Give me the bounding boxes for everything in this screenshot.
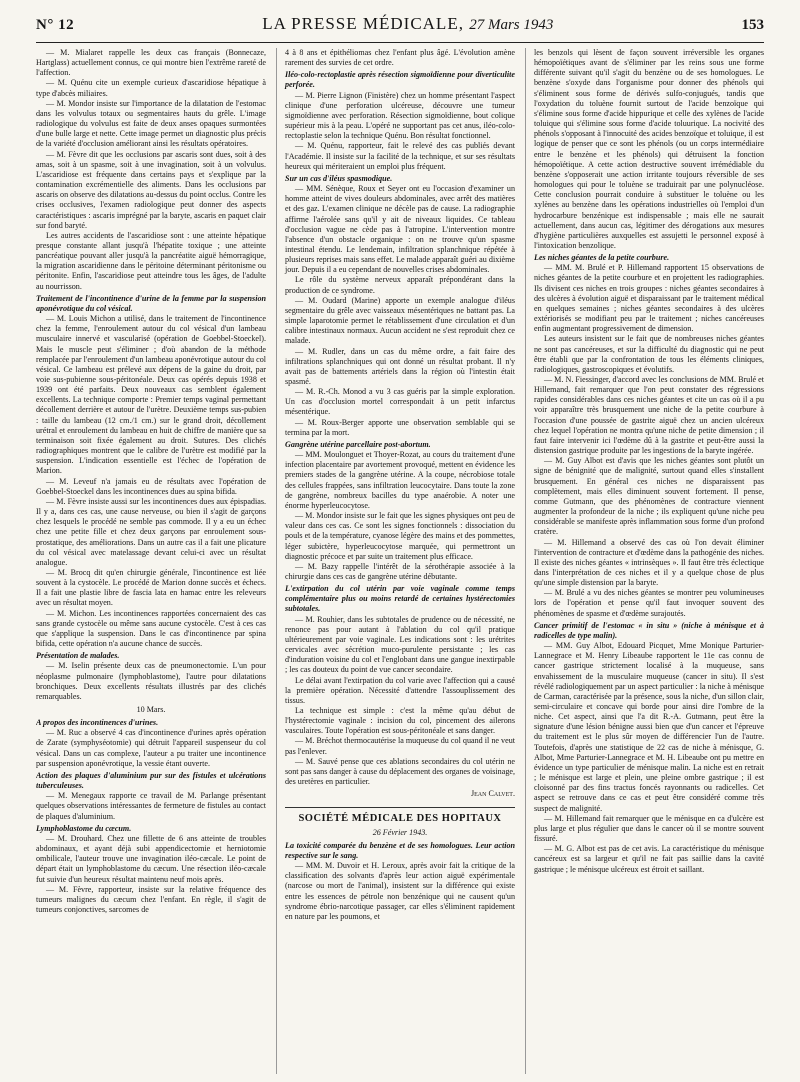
page-number: 153	[741, 17, 764, 33]
paragraph: — MM. M. Brulé et P. Hillemand rapportent 15 observations de niches géantes de la petite courbure et en projettent les radiographies. Ils divisent ces niches en trois groupes : niches géantes secondaires à des ulcères à évolution aiguë et disparaissant par le traitement médical en quelques semaines ; niches géantes secondaires à des ulcères extériorisés se modifiant peu par le traitement ; niches cancéreuses enfin augmentant progressivement de dimension.	[534, 263, 764, 334]
session-date: 26 Février 1943.	[372, 827, 428, 837]
paragraph: — M. Mondor insiste sur l'importance de la dilatation de l'estomac dans les volvulus totaux ou segmentaires hauts du grêle. L'image radiologique du volvulus est faite de deux anses opaques surmontées d'une bulle large et nette. Cette image permet un diagnostic plus précis de la variété d'occlusion améliorant ainsi les résultats opératoires.	[36, 98, 266, 149]
article-heading: Action des plaques d'aluminium pur sur des fistules et ulcérations tuberculeuses.	[36, 770, 266, 791]
paragraph: — M. Brocq dit qu'en chirurgie générale, l'incontinence est liée souvent à la cystocèle. Le procédé de Marion donne succès et échecs. Il a fait une plastie libre de fascia lata en hamac entre les releveurs avec un résultat moyen.	[36, 567, 266, 608]
paragraph: — M. Bréchot thermocautérise la muqueuse du col quand il ne veut pas l'enlever.	[285, 736, 515, 756]
paragraph: — M. Bazy rappelle l'intérêt de la sérothérapie associée à la chirurgie dans ces cas de gangrène utérine débutante.	[285, 561, 515, 581]
session-date: 10 Mars.	[136, 705, 166, 714]
article-heading: Lymphoblastome du cæcum.	[36, 823, 132, 833]
paragraph: — M. Guy Albot est d'avis que les niches géantes sont plutôt un signe de bénignité que de malignité, surtout quand elles s'installent brusquement. En général ces niches ne disparaissent pas complètement, mais elles diminuent souvent fortement. Il pense, comme Gutmann, que des phénomènes de contracture viennent augmenter la profondeur de la niche ; ils expliquent qu'une niche peu considérable se manifeste après inflammation sous forme d'un profond cratère.	[534, 456, 764, 537]
article-columns	[36, 48, 764, 1074]
article-heading: Présentation de malades.	[36, 651, 120, 661]
paragraph: — MM. Guy Albot, Edouard Picquet, Mme Monique Parturier-Lannegrace et M. Henry Libeaube rapportent le 11e cas connu de cancer gastrique strictement localisé à la muqueuse, sans envahissement de la musculaire muqueuse (cancer in situ). Il s'est révélé radiologiquement par un aspect particulier : la niche à ménisque de Carman, caractérisée par la présence, sous la niche, d'un sillon clair, semi-circulaire et concave qui borde pour ainsi dire l'ombre de la niche. Cet aspect, ainsi que l'a dit R.-A. Gutmann, peut être la signature d'une lésion bénigne aussi bien que d'un cancer et l'épreuve du traitement est le plus sûr moyen de différencier l'un de l'autre. Toutefois, d'après une statistique de 22 cas de niche à ménisque, G. Albot, Mme Parturier-Lannegrace et M. H. Libeaube ont pu mettre en évidence un type particulier de ménisque malin. La niche est en retrait ; le ménisque est large et plein, une pleine ombre gastrique ; il est cloisonné par des fins tractus foncés rayonnants ou radicelles. Cet aspect se retrouve dans ce cas et peut être considéré comme très suspect de malignité.	[534, 641, 764, 813]
paragraph: — M. Drouhard. Chez une fillette de 6 ans atteinte de troubles abdominaux, et ayant déjà subi appendicectomie et herniotomie ombilicale, l'auteur trouve une invagination iléo-cæcale. Le point de départ était un lymphoblastome du cæcum. Une résection iléo-cæcale fut suivie d'un heureux résultat maintenu neuf mois après.	[36, 833, 266, 884]
paragraph: — M. Rudler, dans un cas du même ordre, a fait faire des infiltrations splanchniques qui ont donné un résultat probant. Il n'y avait pas de battements artériels dans la région où l'intestin était spasmé.	[285, 346, 515, 386]
paragraph: — M. Mondor insiste sur le fait que les signes physiques ont peu de valeur dans ces cas. Ce sont les signes fonctionnels : dissociation du pouls et de la température, cyanose légère des mains et des pommettes, léger subictère, hyperleucocytose marquée, qui permettront un diagnostic précoce et par suite un traitement plus efficace.	[285, 511, 515, 561]
paragraph: — M. Fèvre dit que les occlusions par ascaris sont dues, soit à des amas, soit à un spasme, soit à une invagination, soit à un volvulus. L'ascaridiose est fréquente dans certains pays et s'explique par la contamination excrémentielle des aliments. Dans les occlusions par ascaris on observe des dilatations au-dessus du point occlus. Contre les crises occlusives, l'examen radiologique peut donner des aspects caractéristiques : ascaris imprégné par la baryte, ascaris en paquet clair sur fond baryté.	[36, 149, 266, 230]
section-title: SOCIÉTÉ MÉDICALE DES HOPITAUX	[285, 807, 515, 824]
article-heading: L'extirpation du col utérin par voie vaginale comme temps complémentaire plus ou moins retardé de certaines hystérectomies subtotales.	[285, 584, 515, 614]
issue-date: 27 Mars 1943	[469, 17, 554, 33]
paragraph: — M. N. Fiessinger, d'accord avec les conclusions de MM. Brulé et Hillemand, fait remarquer que l'on peut constater des régressions rapides considérables dans ces niches géantes et cite un cas où il a pu voir apparaître très brusquement une niche de la petite courbure à l'occasion d'une poussée de gastrite aiguë chez un ancien ulcéreux chez lequel l'opération ne montra qu'une niche de petite dimension ; il faut faire intervenir ici l'œdème dû à la gastrite et peut-être aussi la distension gastrique produite par les ingestions de la baryte ingérée.	[534, 375, 764, 456]
article-heading: Traitement de l'incontinence d'urine de la femme par la suspension aponévrotique du col vésical.	[36, 293, 266, 313]
paragraph: les benzols qui lèsent de façon souvent irréversible les organes hémopoïétiques avant de s'éliminer par les reins sous une forme différente suivant qu'il s'agit du benzène ou de ses homologues. Le benzène s'oxyde dans l'organisme pour donner des phénols qui s'éliminent sous forme de dérivés sulfo-conjugués, tandis que l'oxydation du toluène fournit surtout de l'acide benzoïque qui s'élimine sous forme d'acide hippurique et celle des xylènes de l'acide toluique qui s'élimine sous forme d'acide toluurique. La nocivité des phénols s'opposant à l'innocuité des acides benzoïque et toluique, il est logique de penser que ce sont les phénols (ou un corps intermédiaire entre le benzène et les phénols) qui détruisent la fonction hémopoïétique. A cette action destructive souvent irrémédiable du benzène s'opposerait une action irritante toujours réversible de ses homologues qui pour le toluène se traduirait par une polynucléose. Cette conclusion pourrait conduire à substituer le toluène ou les xylènes au benzène dans les opérations industrielles où l'emploi d'un hydrocarbure benzénique est indispensable ; mais elle ne saurait actuellement, dans aucun cas, légitimer des dérogations aux mesures d'hygiène particulières auxquelles est assujetti le personnel exposé à l'intoxication benzolique.	[534, 48, 764, 250]
paragraph: — M. Iselin présente deux cas de pneumonectomie. L'un pour néoplasme pulmonaire (lymphoblastome), l'autre pour dilatations bronchiques. Deux excellents résultats illustrés par des clichés remarquables.	[36, 661, 266, 701]
page-header	[36, 14, 764, 43]
journal-name: LA PRESSE MÉDICALE,	[262, 14, 464, 33]
article-heading: Sur un cas d'iléus spasmodique.	[285, 173, 393, 183]
paragraph: — M. Hillemand a observé des cas où l'on devait éliminer l'intervention de contracture et d'œdème dans la pathogénie des niches. Il existe des niches géantes « intrinsèques ». Il faut être très éclectique dans l'interprétation de ces niches et il y a quelque chose de plus qu'une simple distension par la baryte.	[534, 537, 764, 588]
article-heading: La toxicité comparée du benzène et de ses homologues. Leur action respective sur le sang.	[285, 840, 515, 860]
article-heading: Gangrène utérine parcellaire post-abortum.	[285, 439, 431, 449]
paragraph: — MM. Moulonguet et Thoyer-Rozat, au cours du traitement d'une infection placentaire par avortement provoqué, mettent en évidence les premiers stades de la gangrène utérine. A la coupe, nécrobiose totale des cellules frappées, sans infiltration leucocytaire. Dans toute la zone de gangrène, nombreux bacilles du type anaérobie. A noter une énorme hyperleucocytose.	[285, 450, 515, 510]
paragraph: — M. Pierre Lignon (Finistère) chez un homme présentant l'aspect clinique d'une perforation ulcéreuse, découvre une tumeur sigmoïdienne avec perforation. Résection sigmoïdienne, bout colique supérieur mis à la peau. L'opéré ne supportant pas cet anus, iléo-colo-rectoplastie selon la technique Quénu. Bon résultat fonctionnel.	[285, 90, 515, 141]
paragraph: — M. Quénu cite un exemple curieux d'ascaridiose hépatique à type d'abcès miliaires.	[36, 78, 266, 98]
paragraph: — M. Hillemand fait remarquer que le ménisque en ca d'ulcère est plus large et plus régulier que dans le cancer où il se montre souvent fissuré.	[534, 813, 764, 844]
article-heading: Les niches géantes de la petite courbure.	[534, 253, 670, 263]
paragraph: — M. Michon. Les incontinences rapportées concernaient des cas sans grande cystocèle ou même sans aucune cystocèle. C'est à ces cas que s'applique la suspension. Dans le cas d'incontinence par spina bifida, cette opération n'a aucune chance de succès.	[36, 608, 266, 649]
paragraph: — M. Mialaret rappelle les deux cas français (Bonnecaze, Hartglass) actuellement connus, ce qui montre bien l'extrême rareté de l'affection.	[36, 48, 266, 78]
paragraph: — M. Fèvre, rapporteur, insiste sur la relative fréquence des tumeurs malignes du cæcum chez l'enfant. En règle, il s'agit de tumeurs conjonctives, sarcomes de	[36, 884, 266, 914]
paragraph: Les auteurs insistent sur le fait que de nombreuses niches géantes ne sont pas cancéreuses, et sur la difficulté du diagnostic qui ne peut être établi que par la confrontation de tous les éléments cliniques, radiologiques, gastroscopiques et évolutifs.	[534, 334, 764, 374]
paragraph: — M. Leveuf n'a jamais eu de résultats avec l'opération de Goebbel-Stoeckel dans les incontinences dues au spina bifida.	[36, 476, 266, 496]
paragraph: — MM. Sénèque, Roux et Seyer ont eu l'occasion d'examiner un homme atteint de vives douleurs abdominales, avec arrêt des matières et des gaz. L'examen clinique ne décèle pas de cause. La radiographie affirme l'aérolée sans qu'il y ait de niveaux liquides. Ce tableau d'occlusion vague ne cède pas à l'atropine. L'intervention montre l'absence d'un obstacle organique : on ne trouve qu'un spasme intestinal étendu. Le lendemain, infiltration splanchnique répétée à plusieurs reprises mais sans effet. Le malade apparaît guéri au dixième jour. Depuis il a eu cependant de nouvelles crises abdominales.	[285, 184, 515, 275]
paragraph: Le rôle du système nerveux apparaît prépondérant dans la production de ce syndrome.	[285, 275, 515, 295]
paragraph: — M. Rouhier, dans les subtotales de prudence ou de nécessité, ne renonce pas pour autant à l'ablation du col qu'il pratique ultérieurement par voie vaginale. Les indications sont : les urétrites cervicales avec sécrétion muco-purulente persistante ; les cas d'induration voisine du col et l'englobant dans une gangue inextirpable ; les cas douteux du point de vue cancer secondaire.	[285, 614, 515, 675]
paragraph: — M. Fèvre insiste aussi sur les incontinences dues aux épispadias. Il y a, dans ces cas, une cause nerveuse, ou bien il s'agit de garçons chez lesquels le procédé ne semble pas commode. Il y a eu un échec chez une petite fille et chez deux garçons par enroulement sous-prostatique, des améliorations. Dans un autre cas il a fait une plicature du col vésical avec matelassage devant celui-ci avec un résultat analogue.	[36, 496, 266, 567]
paragraph: 4 à 8 ans et épithéliomas chez l'enfant plus âgé. L'évolution amène rarement des survies de cet ordre.	[285, 48, 515, 68]
column-3	[525, 48, 764, 1074]
paragraph: — M. R.-Ch. Monod a vu 3 cas guéris par la simple exploration. Un cas d'occlusion mortel correspondait à un petit infarctus mésentérique.	[285, 387, 515, 417]
paragraph: — M. Louis Michon a utilisé, dans le traitement de l'incontinence chez la femme, l'enroulement autour du col vésical d'un lambeau musculaire innervé et vascularisé (opération de Goebbel-Stoeckel). Mais le muscle peut s'éliminer ; d'où abandon de la méthode remplacée par l'enroulement d'un lambeau aponévrotique autour du col vésical. Ce lambeau est prélevé aux dépens de la gaine du droit, par voie sus-pubienne sous-péritonéale. Deux cas opérés depuis 1938 et 1939 ont été parfaits. Deux nouveaux cas semblent également excellents. La technique comporte : Premier temps vaginal permettant décollement derrière et autour de l'urètre. Deuxième temps sus-pubien : taille du lambeau (12 cm./1 cm.) sur le grand droit, décollement urétral et enroulement du lambeau en huit de chiffre de manière que sa terminaison soit fixée également au droit. Sutures. Des clichés radiographiques montrent que le calibre de l'urètre est modifié par la suspension. L'indication essentielle est l'échec de l'opération de Marion.	[36, 314, 266, 476]
column-2	[276, 48, 515, 1074]
article-heading: Cancer primitif de l'estomac « in situ » (niche à ménisque et à radicelles de type malin).	[534, 620, 764, 640]
issue-number: N° 12	[36, 17, 75, 33]
paragraph: — M. Oudard (Marine) apporte un exemple analogue d'iléus segmentaire du grêle avec vaisseaux mésentériques ne battant pas. La simple laparotomie permet le rétablissement d'une circulation et d'un calibre intestinaux normaux. Aucun accident ne s'est reproduit chez ce malade.	[285, 295, 515, 346]
paragraph: — M. Menegaux rapporte ce travail de M. Parlange présentant quelques observations intéressantes de fermeture de fistules au contact de plaques d'aluminium.	[36, 791, 266, 821]
article-heading: A propos des incontinences d'urines.	[36, 718, 159, 728]
paragraph: Le délai avant l'extirpation du col varie avec l'affection qui a causé la première opération. Nécessité d'attendre l'assouplissement des tissus.	[285, 675, 515, 705]
paragraph: — M. G. Albot est pas de cet avis. La caractéristique du ménisque cancéreux est sa largeur et qu'il ne fait pas saillie dans la cavité gastrique ; le ménisque ulcéreux est étroit et saillant.	[534, 844, 764, 874]
paragraph: — M. Quénu, rapporteur, fait le relevé des cas publiés devant l'Académie. Il insiste sur la facilité de la technique, et sur ses résultats heureux qui mériteraient un emploi plus fréquent.	[285, 141, 515, 171]
journal-title	[262, 14, 553, 34]
article-heading: Iléo-colo-rectoplastie après résection sigmoïdienne pour diverticulite perforée.	[285, 70, 515, 90]
paragraph: La technique est simple : c'est la même qu'au début de l'hystérectomie vaginale : incision du col, pincement des ailerons vasculaires. Toute l'opération est sous-péritonéale et sans danger.	[285, 706, 515, 736]
paragraph: — M. Brulé a vu des niches géantes se montrer peu volumineuses lors de l'opération et pense qu'il faut invoquer souvent des phénomènes de spasme et d'œdème surajoutés.	[534, 588, 764, 618]
paragraph: — M. Roux-Berger apporte une observation semblable qui se termina par la mort.	[285, 417, 515, 437]
paragraph: — M. Ruc a observé 4 cas d'incontinence d'urines après opération de Zarate (symphyséotomie) qui détruit l'appareil suspenseur du col vésical. Dans un cas complexe, l'auteur a pu traiter une incontinence par suspension aponévrotique, la vessie étant ouverte.	[36, 728, 266, 768]
paragraph: — MM. M. Duvoir et H. Leroux, après avoir fait la critique de la classification des solvants d'après leur action aiguë expérimentale (narcose ou mort de l'animal), insistent sur la différence qui existe entre les essences de pétrole non benzénique qui ne causent qu'un syndrome ébrio-narcotique passager, car elles s'éliminent rapidement en nature par les poumons, et	[285, 861, 515, 921]
paragraph: Les autres accidents de l'ascaridiose sont : une atteinte hépatique presque constante allant jusqu'à l'hépatite toxique ; une atteinte pancréatique pouvant aller jusqu'à la pancréatite aiguë hémorragique, la migration ascaridienne dans le péritoine déterminant péritonisme ou péritonite. Enfin, l'ascaridiose peut atteindre tous les âges, de l'adulte au nourrisson.	[36, 230, 266, 291]
author-signature: Jean Calvet.	[470, 789, 515, 799]
paragraph: — M. Sauvé pense que ces ablations secondaires du col utérin ne sont pas sans danger à cause du déplacement des organes de voisinage, des uretères en particulier.	[285, 756, 515, 787]
column-1	[36, 48, 266, 1074]
